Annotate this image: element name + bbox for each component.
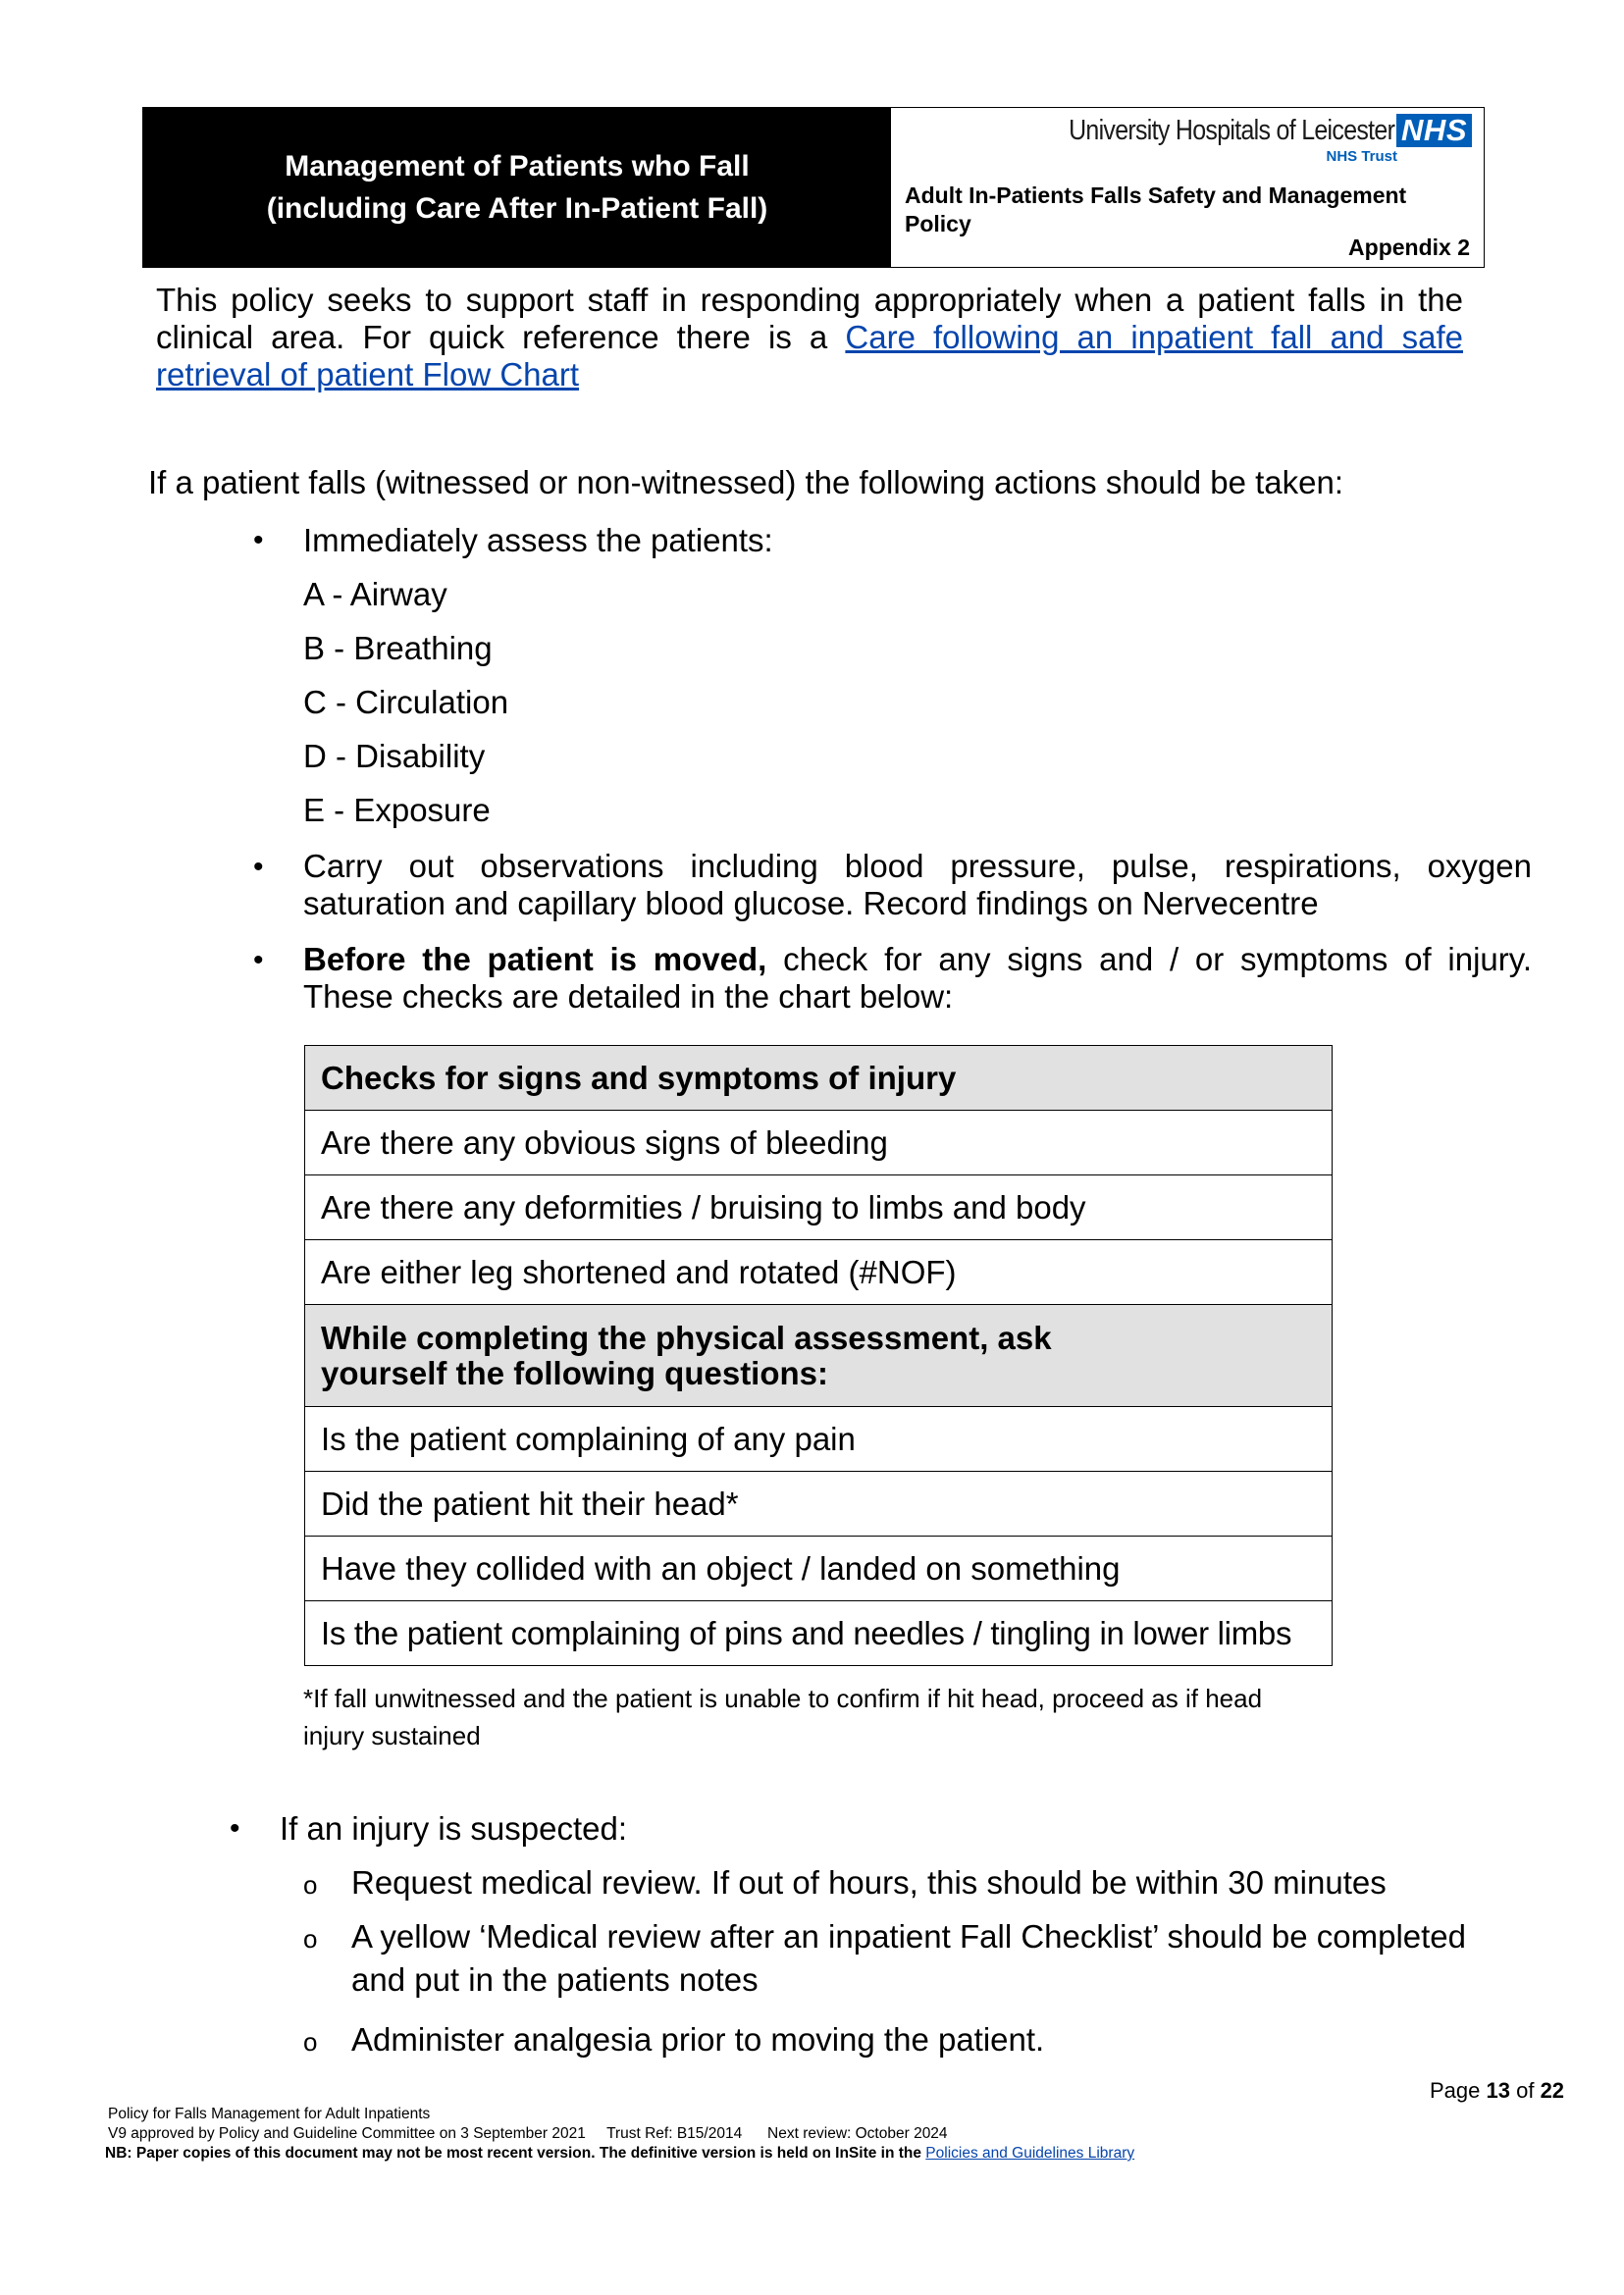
document-header (142, 107, 1485, 268)
table-row (305, 1111, 1333, 1175)
table-row (305, 1305, 1333, 1407)
footer-disclaimer: NB: Paper copies of this document may not be most recent version. The definitive version is held on InSite in the (105, 2145, 926, 2162)
flow-chart-link[interactable]: Care following an inpatient fall and safe retrieval of patient Flow Chart (156, 319, 1463, 392)
injury-step: A yellow ‘Medical review after an inpatient Fall Checklist’ should be completed (351, 1918, 1467, 1955)
table-row (305, 1537, 1333, 1601)
bullet-observations-line1: Carry out observations including blood pressure, pulse, respirations, oxygen (303, 848, 1532, 884)
table-cell: Is the patient complaining of pins and needles / tingling in lower limbs (305, 1601, 1333, 1666)
abcde-item: E - Exposure (303, 792, 491, 828)
policies-library-link[interactable]: Policies and Guidelines Library (925, 2145, 1135, 2162)
logo-trust-label: NHS Trust (1326, 148, 1397, 165)
page-of: of (1509, 2078, 1541, 2103)
actions-lead: If a patient falls (witnessed or non-witnessed) the following actions should be taken: (148, 464, 1344, 500)
injury-step-cont: and put in the patients notes (351, 1961, 759, 1998)
intro-paragraph (156, 282, 1463, 393)
nhs-logo-icon: NHS (1396, 114, 1472, 147)
bullet-before-moved-line1 (303, 941, 1532, 978)
abcde-item: D - Disability (303, 738, 486, 774)
table-footnote (303, 1680, 1343, 1754)
header-title-line2: (including Care After In-Patient Fall) (266, 192, 768, 225)
footnote-line: *If fall unwitnessed and the patient is unable to confirm if hit head, proceed as if head (303, 1684, 1263, 1713)
page-current: 13 (1486, 2078, 1510, 2103)
table-row (305, 1407, 1333, 1472)
header-info-block (891, 108, 1484, 267)
footer-line (105, 2144, 1134, 2164)
appendix-label: Appendix 2 (1348, 235, 1470, 260)
table-cell: Is the patient complaining of any pain (305, 1407, 1333, 1472)
table-header-cell: Checks for signs and symptoms of injury (305, 1046, 1333, 1111)
abcde-item: C - Circulation (303, 684, 509, 720)
header-title-block (143, 108, 891, 267)
table-row (305, 1046, 1333, 1111)
circle-bullet-icon: o (303, 1924, 318, 1954)
bullet-icon: • (253, 851, 264, 883)
table-cell: Are there any obvious signs of bleeding (305, 1111, 1333, 1175)
table-row (305, 1175, 1333, 1240)
bullet-before-moved-bold: Before the patient is moved, (303, 941, 767, 977)
abcde-item: A - Airway (303, 576, 447, 612)
bullet-assess: Immediately assess the patients: (303, 522, 773, 558)
table-cell: Did the patient hit their head* (305, 1472, 1333, 1537)
table-header-line: yourself the following questions: (321, 1354, 829, 1391)
bullet-icon: • (230, 1812, 240, 1845)
page-prefix: Page (1430, 2078, 1487, 2103)
injury-checks-table (304, 1045, 1333, 1666)
injury-intro: If an injury is suspected: (280, 1810, 628, 1847)
table-header-cell (305, 1305, 1333, 1407)
logo-org-name: University Hospitals of Leicester (1068, 114, 1395, 146)
table-row (305, 1472, 1333, 1537)
bullet-before-moved-rest: check for any signs and / or symptoms of injury. (766, 941, 1532, 977)
bullet-before-moved-line2: These checks are detailed in the chart below: (303, 978, 954, 1015)
document-footer (105, 2105, 1134, 2164)
policy-title: Adult In-Patients Falls Safety and Management Policy (905, 183, 1407, 236)
bullet-icon: • (253, 524, 264, 556)
intro-text: This policy seeks to support staff in responding appropriately when a patient falls in the clinical area. For quick reference there is a (156, 282, 1463, 355)
trust-logo (1016, 114, 1472, 165)
header-title-line1: Management of Patients who Fall (285, 150, 750, 183)
circle-bullet-icon: o (303, 2027, 318, 2057)
footnote-line: injury sustained (303, 1721, 481, 1750)
page-total: 22 (1540, 2078, 1565, 2103)
table-cell: Are there any deformities / bruising to limbs and body (305, 1175, 1333, 1240)
injury-step: Request medical review. If out of hours, this should be within 30 minutes (351, 1864, 1387, 1901)
bullet-observations-line2: saturation and capillary blood glucose. Record findings on Nervecentre (303, 885, 1319, 921)
bullet-icon: • (253, 944, 264, 976)
abcde-item: B - Breathing (303, 630, 493, 666)
table-cell: Are either leg shortened and rotated (#NOF) (305, 1240, 1333, 1305)
circle-bullet-icon: o (303, 1870, 318, 1900)
footer-line: V9 approved by Policy and Guideline Committee on 3 September 2021 Trust Ref: B15/2014 Next review: October 2024 (108, 2125, 948, 2142)
page-number (1430, 2078, 1564, 2104)
table-row (305, 1601, 1333, 1666)
table-row (305, 1240, 1333, 1305)
footer-line: Policy for Falls Management for Adult Inpatients (108, 2106, 431, 2122)
table-header-line: While completing the physical assessment, ask (321, 1319, 1052, 1356)
injury-step: Administer analgesia prior to moving the patient. (351, 2021, 1045, 2058)
table-cell: Have they collided with an object / landed on something (305, 1537, 1333, 1601)
